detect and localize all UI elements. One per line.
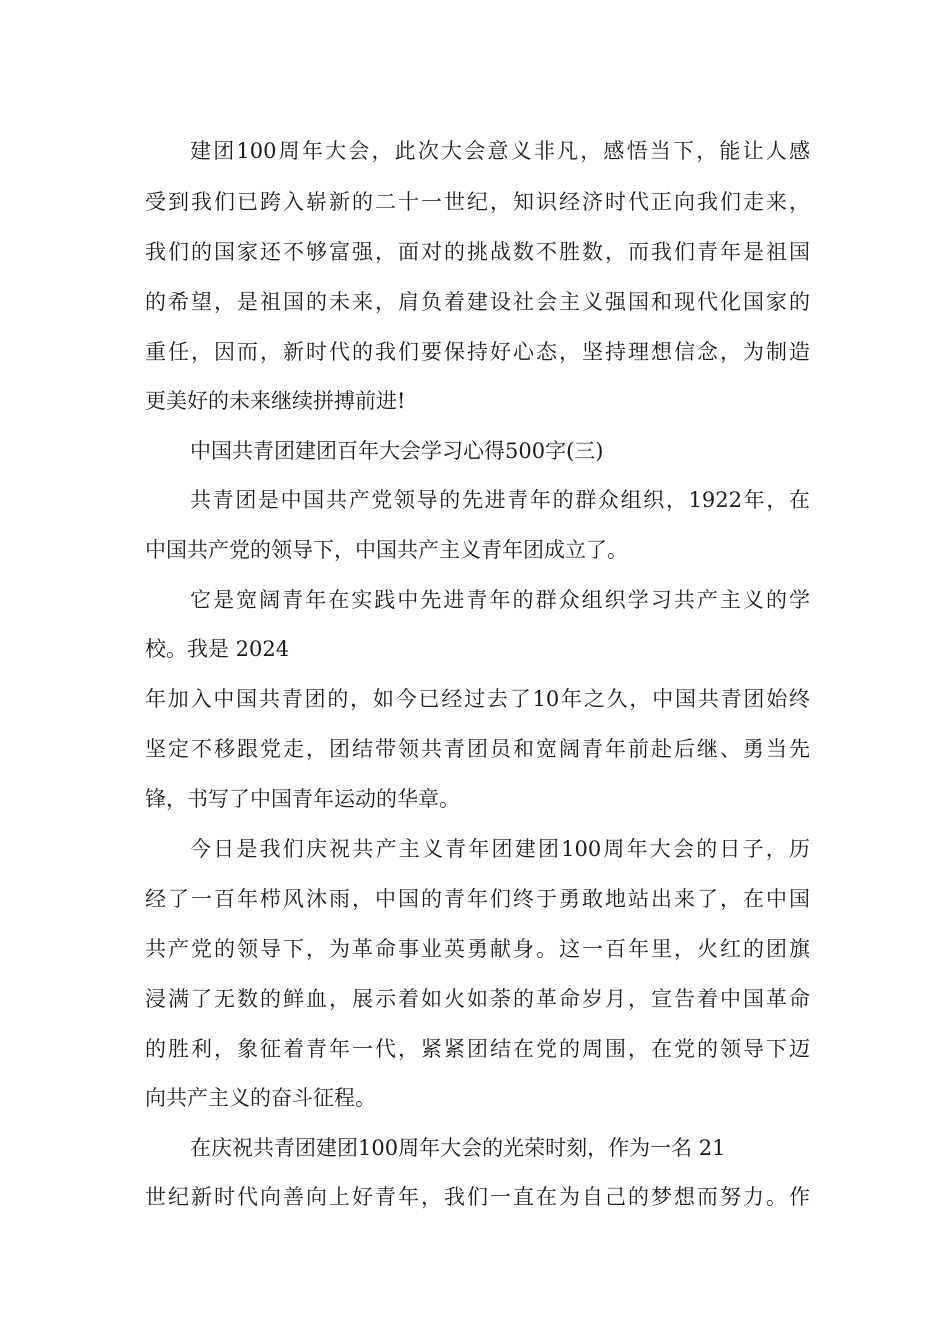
text-line: 它是宽阔青年在实践中先进青年的群众组织学习共产主义的学 <box>190 588 810 612</box>
text-line: 坚定不移跟党走，团结带领共青团员和宽阔青年前赴后继、勇当先 <box>145 737 810 761</box>
text-line: 中国共产党的领导下，中国共产主义青年团成立了。 <box>145 538 628 562</box>
text-line: 重任，因而，新时代的我们要保持好心态，坚持理想信念，为制造 <box>145 340 810 364</box>
text-line: 的希望，是祖国的未来，肩负着建设社会主义强国和现代化国家的 <box>145 290 810 314</box>
text-line: 浸满了无数的鲜血，展示着如火如荼的革命岁月，宣告着中国革命 <box>145 987 810 1011</box>
text-line: 向共产主义的奋斗征程。 <box>145 1086 376 1110</box>
text-line: 共产党的领导下，为革命事业英勇献身。这一百年里，火红的团旗 <box>145 937 810 961</box>
text-line: 校。我是 2024 <box>145 637 290 661</box>
text-line: 共青团是中国共产党领导的先进青年的群众组织，1922年，在 <box>190 488 810 512</box>
text-line: 的胜利，象征着青年一代，紧紧团结在党的周围，在党的领导下迈 <box>145 1037 810 1061</box>
text-line: 更美好的未来继续拼搏前进! <box>145 389 406 413</box>
text-line: 建团100周年大会，此次大会意义非凡，感悟当下，能让人感 <box>190 139 810 163</box>
text-line: 我们的国家还不够富强，面对的挑战数不胜数，而我们青年是祖国 <box>145 240 810 264</box>
text-line: 年加入中国共青团的，如今已经过去了10年之久，中国共青团始终 <box>145 687 810 711</box>
text-line: 经了一百年栉风沐雨，中国的青年们终于勇敢地站出来了，在中国 <box>145 887 810 911</box>
text-line: 在庆祝共青团建团100周年大会的光荣时刻，作为一名 21 <box>190 1136 726 1160</box>
text-line: 世纪新时代向善向上好青年，我们一直在为自己的梦想而努力。作 <box>145 1185 810 1209</box>
text-line: 受到我们已跨入崭新的二十一世纪，知识经济时代正向我们走来， <box>145 190 810 214</box>
text-line: 今日是我们庆祝共产主义青年团建团100周年大会的日子，历 <box>190 837 810 861</box>
section-heading: 中国共青团建团百年大会学习心得500字(三) <box>190 439 604 463</box>
text-line: 锋，书写了中国青年运动的华章。 <box>145 787 460 811</box>
